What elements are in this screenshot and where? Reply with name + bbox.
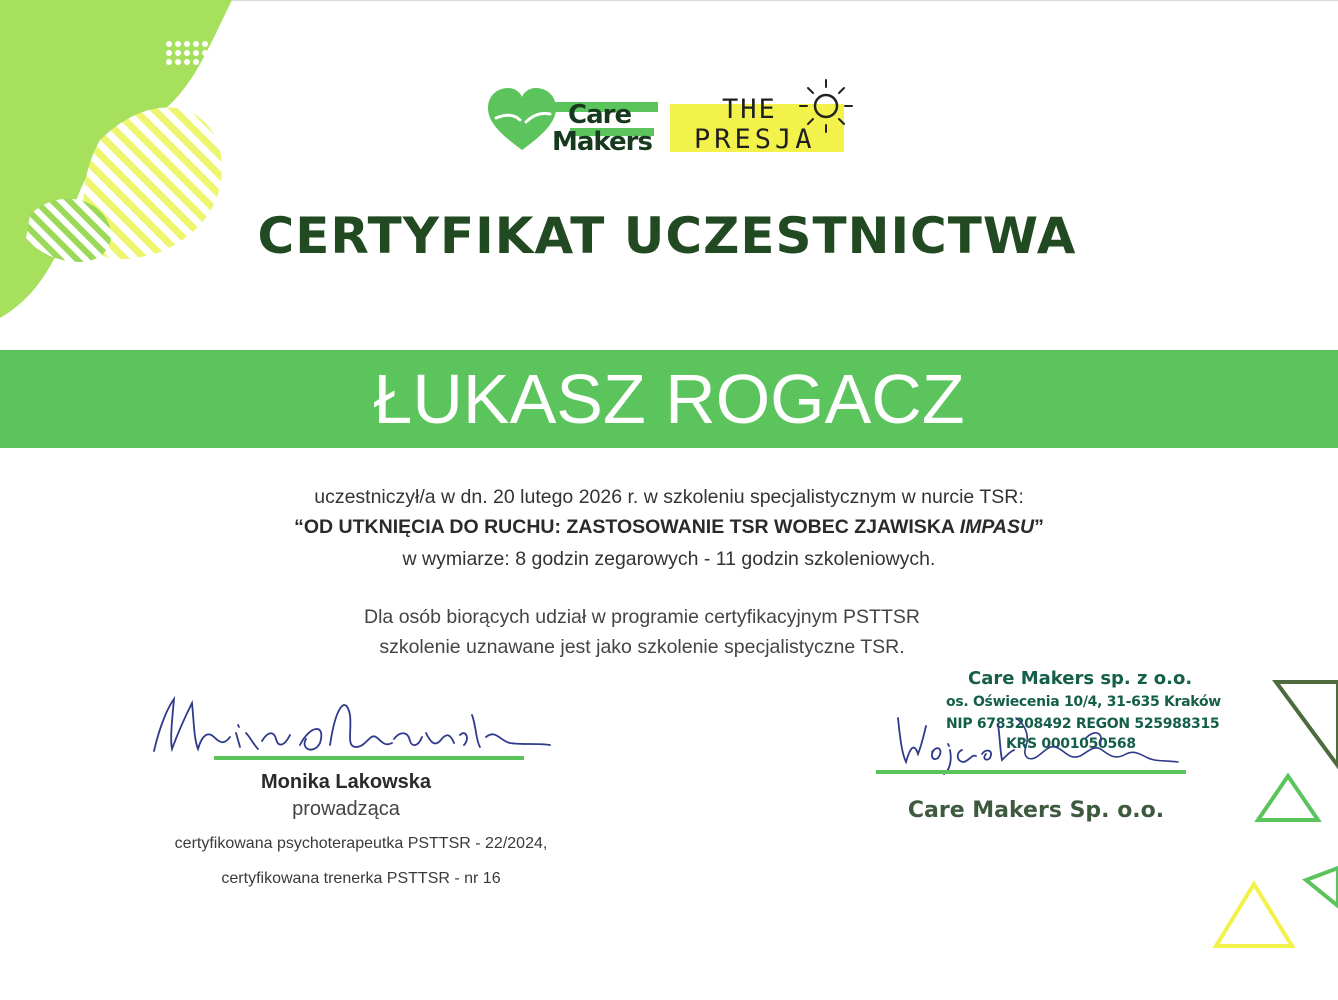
stamp-company: Care Makers sp. z o.o. xyxy=(968,668,1193,689)
stamp-krs: KRS 0001050568 xyxy=(1006,736,1136,752)
signature-line-left xyxy=(214,756,524,760)
sun-icon xyxy=(796,76,856,136)
care-makers-word-2: Makers xyxy=(552,127,652,157)
care-makers-wordmark xyxy=(552,102,652,156)
program-note-line-2: szkolenie uznawane jest jako szkolenie specjalistyczne TSR. xyxy=(379,636,905,658)
course-title xyxy=(0,516,1338,539)
signer-name-right: Care Makers Sp. o.o. xyxy=(907,798,1165,823)
care-makers-word-1: Care xyxy=(568,100,632,130)
course-title-close-quote: ” xyxy=(1034,516,1044,538)
stamp-ids: NIP 6783208492 REGON 525988315 xyxy=(946,716,1220,732)
certificate-title xyxy=(0,207,1338,265)
partner-logos xyxy=(486,76,876,158)
signer-role-left: prowadząca xyxy=(292,798,400,820)
presja-word-text: PRESJA xyxy=(694,124,816,155)
certificate-title-text: CERTYFIKAT UCZESTNICTWA xyxy=(257,207,1077,265)
care-makers-logo xyxy=(486,84,666,158)
the-presja-logo xyxy=(668,76,876,158)
recipient-band xyxy=(0,350,1338,448)
program-note-line-1: Dla osób biorących udział w programie certyfikacyjnym PSTTSR xyxy=(364,606,920,628)
signer-credential-1: certyfikowana psychoterapeutka PSTTSR - 22/2024, xyxy=(174,835,548,852)
stamp-address: os. Oświecenia 10/4, 31-635 Kraków xyxy=(946,694,1221,710)
presja-the-text: THE xyxy=(722,94,777,125)
participation-line: uczestniczył/a w dn. 20 lutego 2026 r. w szkoleniu specjalistycznym w nurcie TSR: xyxy=(314,486,1024,508)
signer-name-left: Monika Lakowska xyxy=(260,771,432,793)
handwritten-signature-right xyxy=(890,704,1200,776)
recipient-name: ŁUKASZ ROGACZ xyxy=(373,360,965,438)
course-title-italic: IMPASU xyxy=(959,516,1035,538)
signer-credential-2: certyfikowana trenerka PSTTSR - nr 16 xyxy=(221,870,501,887)
signature-line-right xyxy=(876,770,1186,774)
course-title-main: “OD UTKNIĘCIA DO RUCHU: ZASTOSOWANIE TSR WOBEC ZJAWISKA xyxy=(294,516,960,538)
duration-line: w wymiarze: 8 godzin zegarowych - 11 godzin szkoleniowych. xyxy=(402,548,936,570)
decorative-corner-shapes xyxy=(0,0,240,330)
handwritten-signature-left xyxy=(150,685,560,763)
